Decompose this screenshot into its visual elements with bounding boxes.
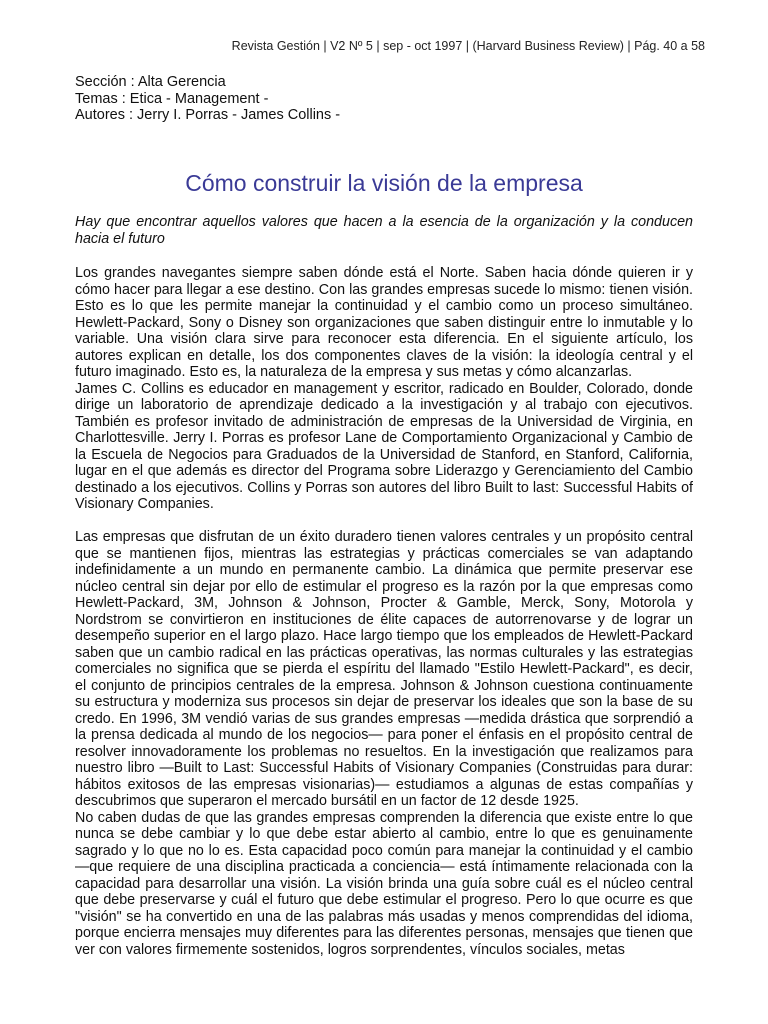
- paragraph-vision: No caben dudas de que las grandes empresas comprenden la diferencia que existe entre lo que nunca se debe cambiar y lo que debe estar abierto al cambio, entre lo que es genuinamente sagrado y lo que no lo es. Esta capacidad poco común para manejar la continuidad y el cambio —que requiere de una disciplina practicada a conciencia— está íntimamente relacionada con la capacidad para desarrollar una visión. La visión brinda una guía sobre cuál es el núcleo central que debe preservarse y cuál el futuro que debe estimular el progreso. Pero lo que ocurre es que "visión" se ha convertido en una de las palabras más usadas y menos comprendidas del idioma, porque encierra mensajes muy diferentes para las diferentes personas, mensajes que tienen que ver con valores firmemente sostenidos, logros sorprendentes, vínculos sociales, metas: [75, 809, 693, 958]
- journal-citation: Revista Gestión | V2 Nº 5 | sep - oct 1997 | (Harvard Business Review) | Pág. 40 a 58: [231, 39, 705, 53]
- authors-label: Autores : Jerry I. Porras - James Collins -: [75, 107, 341, 123]
- paragraph-intro: Los grandes navegantes siempre saben dónde está el Norte. Saben hacia dónde quieren ir y cómo hacer para llegar a ese destino. Con las grandes empresas sucede lo mismo: tienen visión. Esto es lo que les permite manejar la continuidad y el cambio como un proceso simultáneo. Hewlett-Packard, Sony o Disney son organizaciones que saben distinguir entre lo inmutable y lo variable. Una visión clara sirve para reconocer esta diferencia. En el siguiente artículo, los autores explican en detalle, los dos componentes claves de la visión: la ideología central y el futuro imaginado. Esto es, la naturaleza de la empresa y sus metas y cómo alcanzarlas.: [75, 265, 693, 380]
- article-metadata: [75, 74, 340, 124]
- article-title: Cómo construir la visión de la empresa: [185, 170, 583, 196]
- section-label: Sección : Alta Gerencia: [75, 74, 226, 90]
- article-body: [75, 265, 693, 958]
- article-lead: Hay que encontrar aquellos valores que hacen a la esencia de la organización y la conducen hacia el futuro: [75, 214, 693, 247]
- topics-label: Temas : Etica - Management -: [75, 90, 269, 107]
- paragraph-core-values: Las empresas que disfrutan de un éxito duradero tienen valores centrales y un propósito central que se mantienen fijos, mientras las estrategias y prácticas comerciales se van adaptando indefinidamente a un mundo en permanente cambio. La dinámica que permite preservar ese núcleo central sin dejar por ello de estimular el progreso es la razón por la que empresas como Hewlett-Packard, 3M, Johnson & Johnson, Procter & Gamble, Merck, Sony, Motorola y Nordstrom se convirtieron en instituciones de élite capaces de autorrenovarse y de lograr un desempeño superior en el largo plazo. Hace largo tiempo que los empleados de Hewlett-Packard saben que un cambio radical en las prácticas operativas, las normas culturales y las estrategias comerciales no significa que se pierda el espíritu del llamado "Estilo Hewlett-Packard", es decir, el conjunto de principios centrales de la empresa. Johnson & Johnson cuestiona continuamente su estructura y moderniza sus procesos sin dejar de preservar los ideales que son la base de su credo. En 1996, 3M vendió varias de sus grandes empresas —medida drástica que sorprendió a la prensa dedicada al mundo de los negocios— para poner el énfasis en el propósito central de resolver innovadoramente los problemas no resueltos. En la investigación que realizamos para nuestro libro —Built to Last: Successful Habits of Visionary Companies (Construidas para durar: hábitos exitosos de las empresas visionarias)— estudiamos a algunas de estas compañías y descubrimos que superaron el mercado bursátil en un factor de 12 desde 1925.: [75, 529, 693, 809]
- paragraph-authors: James C. Collins es educador en management y escritor, radicado en Boulder, Colorado, donde dirige un laboratorio de aprendizaje dedicado a la investigación y al trabajo con ejecutivos. También es profesor invitado de administración de empresas de la Universidad de Virginia, en Charlottesville. Jerry I. Porras es profesor Lane de Comportamiento Organizacional y Cambio de la Escuela de Negocios para Graduados de la Universidad de Stanford, en Stanford, California, lugar en el que además es director del Programa sobre Liderazgo y Gerenciamiento del Cambio destinado a los ejecutivos. Collins y Porras son autores del libro Built to last: Successful Habits of Visionary Companies.: [75, 380, 693, 512]
